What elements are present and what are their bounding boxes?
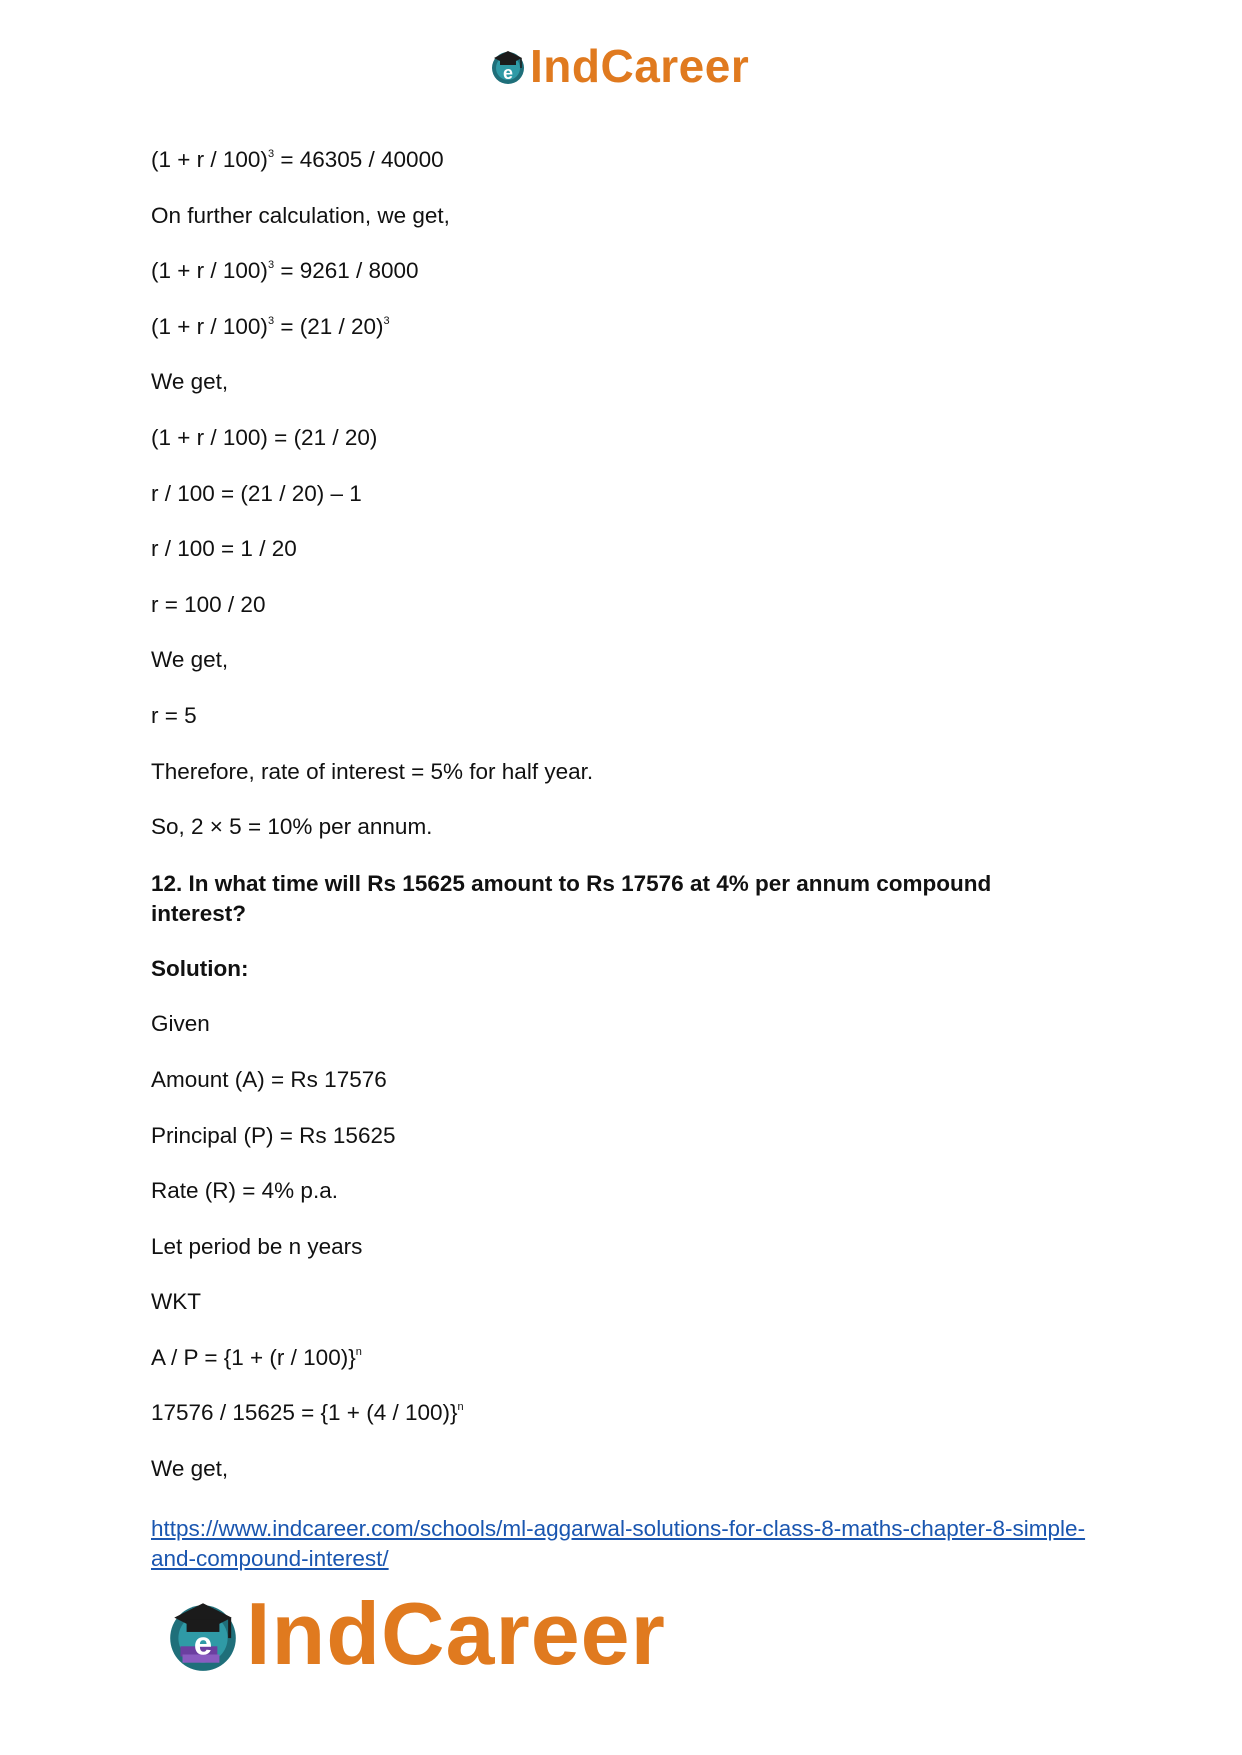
- text-line: Principal (P) = Rs 15625: [151, 1122, 396, 1148]
- text-line: Given: [151, 1011, 210, 1037]
- exponent: n: [457, 1401, 464, 1414]
- text-line: Therefore, rate of interest = 5% for half year.: [151, 758, 594, 784]
- text-line: We get,: [151, 1456, 229, 1482]
- text-line: WKT: [151, 1289, 201, 1315]
- text-line: [151, 257, 1091, 313]
- exponent: 3: [267, 314, 275, 327]
- question-12: 12. In what time will Rs 15625 amount to Rs 17576 at 4% per annum compound interest?: [151, 870, 992, 926]
- calculation-lines: [151, 146, 1091, 869]
- exponent: 3: [267, 259, 275, 272]
- text-line: Amount (A) = Rs 17576: [151, 1066, 387, 1092]
- text-line: Let period be n years: [151, 1233, 363, 1259]
- footer-brand-text: IndCareer: [246, 1584, 666, 1683]
- solution-lines: [151, 1010, 1091, 1510]
- equation-rest: = 46305 / 40000: [274, 147, 444, 172]
- exponent: n: [355, 1345, 362, 1358]
- text-line: [151, 146, 1091, 202]
- text-line: We get,: [151, 647, 229, 673]
- text-line: r = 100 / 20: [151, 591, 266, 617]
- exponent: 3: [267, 148, 275, 160]
- graduation-cap-logo-icon: [162, 1593, 244, 1675]
- text-line: [151, 313, 1091, 369]
- text-line: Rate (R) = 4% p.a.: [151, 1178, 338, 1204]
- text-line: r = 5: [151, 702, 197, 728]
- equation-rest: = (21 / 20): [274, 313, 384, 339]
- text-line: (1 + r / 100) = (21 / 20): [151, 424, 378, 450]
- text-line: So, 2 × 5 = 10% per annum.: [151, 814, 433, 840]
- text-line: r / 100 = (21 / 20) – 1: [151, 480, 362, 506]
- logo-e: e: [502, 63, 514, 83]
- source-link[interactable]: https://www.indcareer.com/schools/ml-aggarwal-solutions-for-class-8-maths-chapter-8-simple-and-compound-interest/: [151, 1516, 1086, 1571]
- equation-base: (1 + r / 100): [151, 313, 268, 339]
- exponent: 3: [383, 314, 390, 327]
- document-body: [151, 146, 1091, 1511]
- text-line: We get,: [151, 369, 229, 395]
- text-line: r / 100 = 1 / 20: [151, 536, 297, 562]
- equation-base: 17576 / 15625 = {1 + (4 / 100)}: [151, 1400, 458, 1426]
- footer-logo: [162, 1584, 666, 1683]
- logo-e: e: [193, 1624, 213, 1662]
- equation-base: (1 + r / 100): [151, 258, 268, 284]
- text-line: On further calculation, we get,: [151, 202, 450, 228]
- header-brand-text: IndCareer: [530, 40, 750, 92]
- text-line: [151, 1399, 1091, 1455]
- equation-base: (1 + r / 100): [151, 147, 268, 172]
- equation-base: A / P = {1 + (r / 100)}: [151, 1344, 356, 1370]
- equation-rest: = 9261 / 8000: [274, 258, 419, 284]
- header-logo: [488, 42, 749, 90]
- text-line: [151, 1344, 1091, 1400]
- solution-label: Solution:: [151, 955, 249, 981]
- graduation-cap-logo-icon: [488, 46, 528, 86]
